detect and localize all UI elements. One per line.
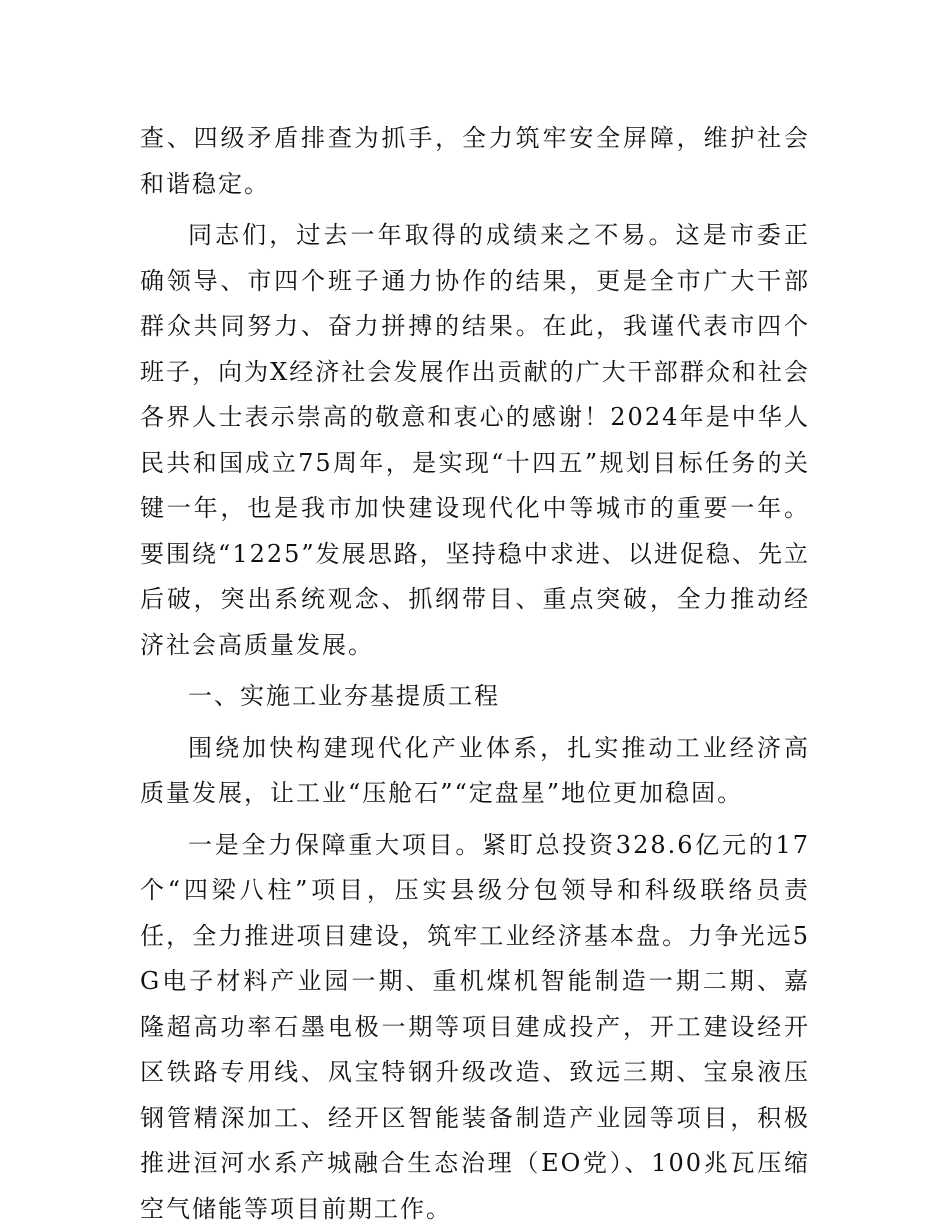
paragraph-continuation: 查、四级矛盾排查为抓手，全力筑牢安全屏障，维护社会和谐稳定。	[140, 116, 810, 207]
paragraph-major-projects: 一是全力保障重大项目。紧盯总投资328.6亿元的17个“四梁八柱”项目，压实县级分包领导和科级联络员责任，全力推进项目建设，筑牢工业经济基本盘。力争光远5G电子材料产业园一期、重机煤机智能制造一期二期、嘉隆超高功率石墨电极一期等项目建成投产，开工建设经开区铁路专用线、凤宝特钢升级改造、致远三期、宝泉液压钢管精深加工、经开区智能装备制造产业园等项目，积极推进洹河水系产城融合生态治理（EO党）、100兆瓦压缩空气储能等项目前期工作。	[140, 823, 810, 1232]
paragraph-industry-intro: 围绕加快构建现代化产业体系，扎实推动工业经济高质量发展，让工业“压舱石”“定盘星”地位更加稳固。	[140, 726, 810, 817]
paragraph-achievements: 同志们，过去一年取得的成绩来之不易。这是市委正确领导、市四个班子通力协作的结果，更是全市广大干部群众共同努力、奋力拼搏的结果。在此，我谨代表市四个班子，向为X经济社会发展作出贡献的广大干部群众和社会各界人士表示崇高的敬意和衷心的感谢！2024年是中华人民共和国成立75周年，是实现“十四五”规划目标任务的关键一年，也是我市加快建设现代化中等城市的重要一年。要围绕“1225”发展思路，坚持稳中求进、以进促稳、先立后破，突出系统观念、抓纲带目、重点突破，全力推动经济社会高质量发展。	[140, 213, 810, 668]
section-heading-industry: 一、实施工业夯基提质工程	[140, 674, 810, 720]
